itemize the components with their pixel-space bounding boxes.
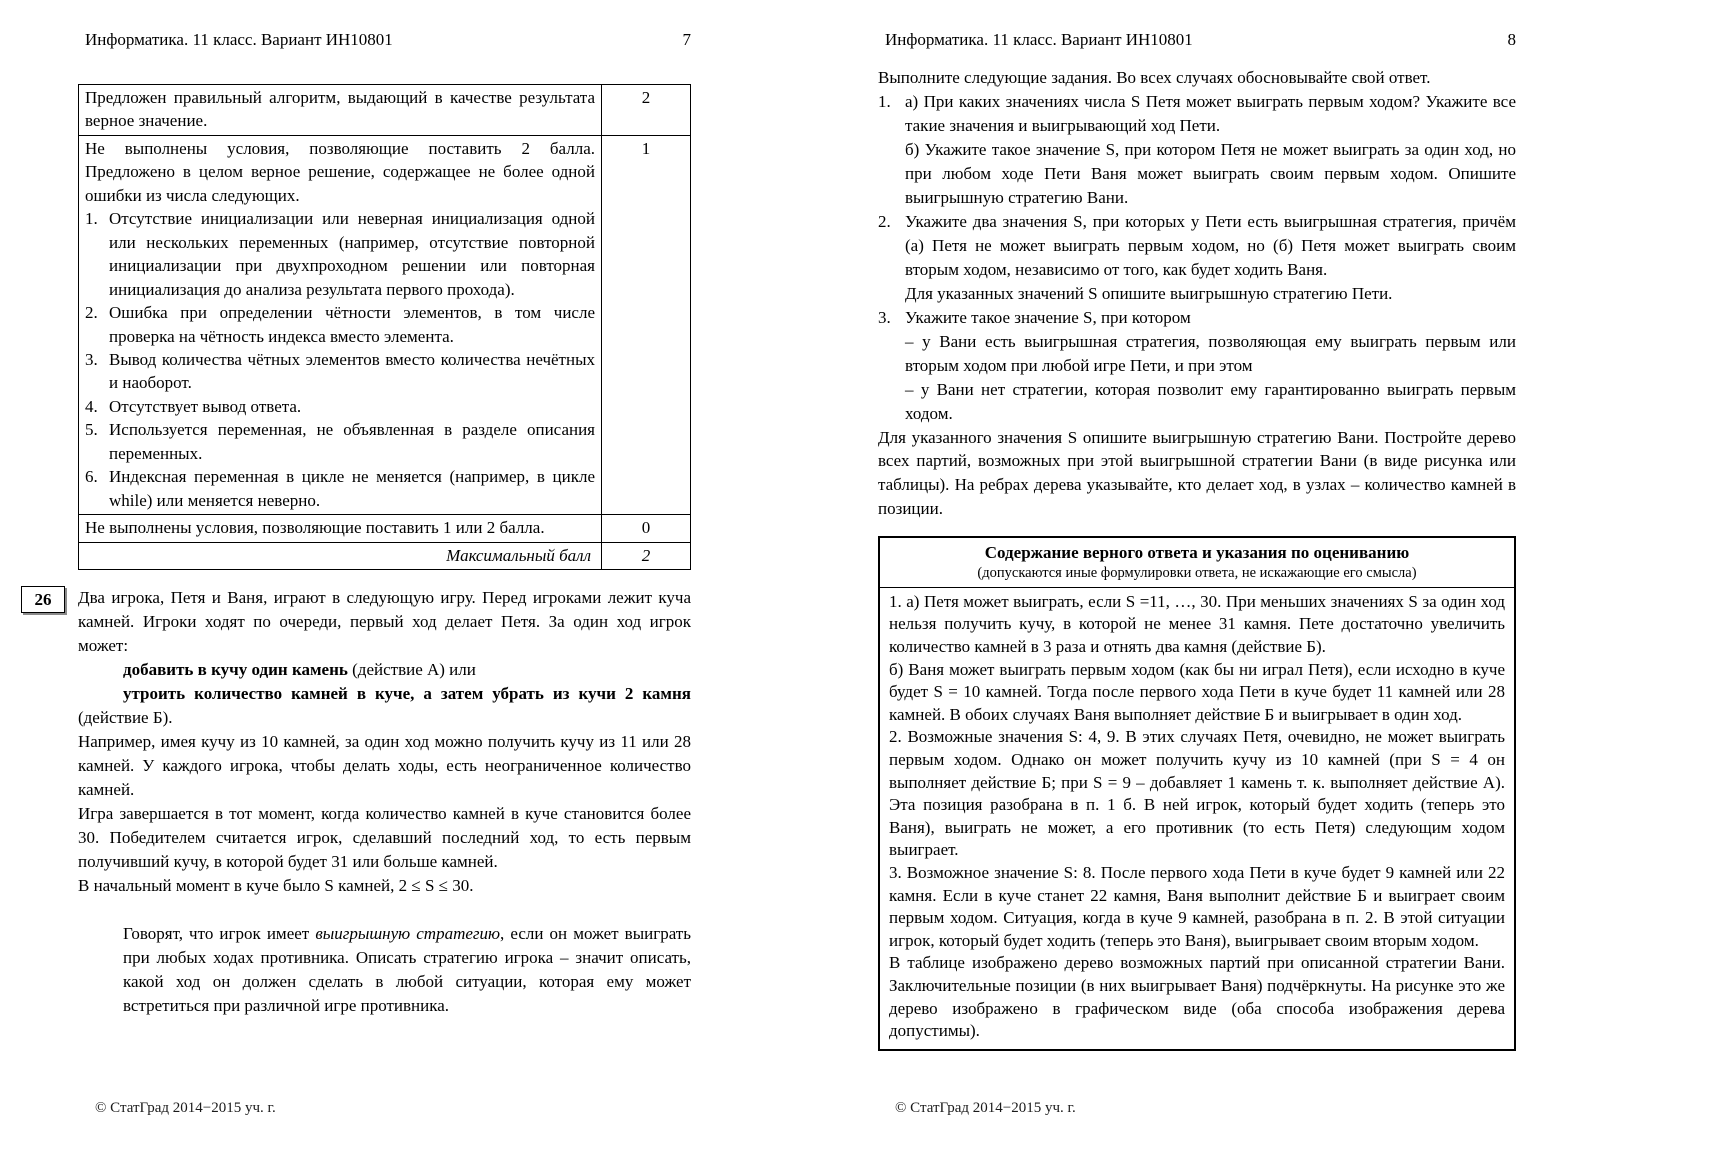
criterion-text: Не выполнены условия, позволяющие поставить 2 балла. Предложено в целом верное решение, содержащее не более одной ошибки из числа следующих. bbox=[85, 138, 595, 205]
move-a-rest: (действие А) или bbox=[347, 659, 476, 679]
answer-box-header bbox=[880, 538, 1514, 587]
note-pre: Говорят, что игрок имеет bbox=[123, 923, 316, 943]
table-row bbox=[79, 135, 691, 514]
answer-box-title: Содержание верного ответа и указания по оцениванию bbox=[984, 543, 1410, 563]
page-footer: © СтатГрад 2014−2015 уч. г. bbox=[895, 1100, 1076, 1116]
note-italic: выигрышную стратегию bbox=[315, 923, 501, 943]
list-item-number: 4. bbox=[85, 396, 98, 416]
task-move-b bbox=[78, 682, 691, 730]
list-item-number: 5. bbox=[85, 420, 98, 440]
note-paragraph bbox=[123, 922, 691, 1018]
list-item-1 bbox=[878, 90, 1516, 210]
answer-box-body bbox=[880, 588, 1514, 1049]
list-item-text: Отсутствует вывод ответа. bbox=[109, 396, 302, 416]
page-number: 8 bbox=[1507, 30, 1516, 49]
item-paragraph: Укажите два значения S, при которых у Пети есть выигрышная стратегия, причём (а) Петя не может выиграть первым ходом, но (б) Петя может выиграть своим вторым ходом, независимо от того, как будет ходить Ваня. bbox=[905, 211, 1516, 279]
list-item-text: Индексная переменная в цикле не меняется (например, в цикле while) или меняется неверно. bbox=[109, 467, 595, 510]
closing-paragraph: Для указанного значения S опишите выигрышную стратегию Вани. Постройте дерево всех партий, возможных при этой выигрышной стратегии Вани (в виде рисунка или таблицы). На ребрах дерева указывайте, кто делает ход, в узлах – количество камней в позиции. bbox=[878, 427, 1516, 519]
table-row bbox=[79, 515, 691, 542]
note-post: , если он может выиграть при любых ходах противника. Описать стратегию игрока – значит описать, какой ход он должен сделать в любой ситуации, которая ему может встретиться при различной игре противника. bbox=[123, 923, 691, 1015]
question-number-box: 26 bbox=[21, 586, 65, 613]
answer-paragraph: 3. Возможное значение S: 8. После первого хода Пети в куче будет 9 камней или 22 камня. Если в куче станет 22 камня, Ваня выполнит действие Б и выиграет своим первым ходом. Ситуация, когда в куче 9 камней, разобрана в п. 2. В этой ситуации игрок, который будет ходить (теперь это Ваня), выигрывает своим вторым ходом. bbox=[889, 863, 1505, 950]
answer-paragraph: 2. Возможные значения S: 4, 9. В этих случаях Петя, очевидно, не может выиграть первым ходом. Однако он может получить кучу из 10 камней (при S = 4 он выполняет действие Б; при S = 9 – добавляет 1 камень т. к. выполняет действие А). Эта позиция разобрана в п. 1 б. В ней игрок, который будет ходить (теперь это Ваня), выиграть не может, а его противник (то есть Петя) следующим ходом выиграет. bbox=[889, 727, 1505, 860]
item-body bbox=[905, 90, 1516, 210]
item-number: 3. bbox=[878, 307, 891, 327]
item-number: 2. bbox=[878, 211, 891, 231]
list-item bbox=[85, 301, 595, 348]
list-item bbox=[85, 395, 595, 418]
scoring-table bbox=[78, 84, 691, 570]
doc-title: Информатика. 11 класс. Вариант ИН10801 bbox=[885, 30, 1193, 49]
list-item bbox=[85, 207, 595, 301]
table-row-max-score bbox=[79, 542, 691, 569]
list-item-number: 3. bbox=[85, 349, 98, 369]
item-body bbox=[905, 210, 1516, 306]
list-item-text: Ошибка при определении чётности элементов, в том числе проверка на чётность индекса вместо элемента. bbox=[109, 303, 595, 346]
task-paragraph: Игра завершается в тот момент, когда количество камней в куче становится более 30. Победителем считается игрок, сделавший последний ход, то есть первым получивший кучу, в которой будет 31 или больше камней. bbox=[78, 803, 691, 871]
task-paragraph: В начальный момент в куче было S камней, 2 ≤ S ≤ 30. bbox=[78, 875, 474, 895]
page-7-content bbox=[34, 28, 691, 1018]
list-item bbox=[85, 418, 595, 465]
page-8-content bbox=[878, 28, 1516, 1051]
item-paragraph: а) При каких значениях числа S Петя может выиграть первым ходом? Укажите все такие значения и выигрывающий ход Пети. bbox=[905, 91, 1516, 135]
answer-box-subtitle: (допускаются иные формулировки ответа, не искажающие его смысла) bbox=[977, 565, 1417, 582]
score-cell: 0 bbox=[602, 515, 691, 542]
item-paragraph: Для указанных значений S опишите выигрышную стратегию Пети. bbox=[905, 283, 1393, 303]
list-item-text: Вывод количества чётных элементов вместо количества нечётных и наоборот. bbox=[109, 349, 595, 393]
score-cell: 2 bbox=[602, 542, 691, 569]
answer-box bbox=[878, 536, 1516, 1051]
task-paragraph: Например, имея кучу из 10 камней, за один ход можно получить кучу из 11 или 28 камней. У каждого игрока, чтобы делать ходы, есть неограниченное количество камней. bbox=[78, 731, 691, 799]
page-7-header bbox=[78, 28, 691, 52]
answer-paragraph: б) Ваня может выиграть первым ходом (как бы ни играл Петя), если исходно в куче будет S = 10 камней. Тогда после первого хода Пети в куче будет 11 камней или 28 камней. В обоих случаях Ваня выполняет действие Б и выигрывает в один ход. bbox=[889, 659, 1505, 724]
doc-title: Информатика. 11 класс. Вариант ИН10801 bbox=[85, 30, 393, 49]
list-item-3 bbox=[878, 306, 1516, 426]
list-item-text: Отсутствие инициализации или неверная инициализация одной или нескольких переменных (например, отсутствие повторной инициализации при двухпроходном решении или повторная инициализация до анализа результата первого прохода). bbox=[109, 209, 595, 299]
page-8 bbox=[855, 0, 1710, 1170]
criterion-text: Не выполнены условия, позволяющие поставить 1 или 2 балла. bbox=[85, 518, 545, 538]
page-8-header bbox=[878, 28, 1516, 52]
task-paragraph: Два игрока, Петя и Ваня, играют в следующую игру. Перед игроками лежит куча камней. Игроки ходят по очереди, первый ход делает Петя. За один ход игрок может: bbox=[78, 588, 691, 655]
item-paragraph: – у Вани нет стратегии, которая позволит ему гарантированно выиграть первым ходом. bbox=[905, 379, 1516, 423]
list-item bbox=[85, 465, 595, 512]
intro-paragraph: Выполните следующие задания. Во всех случаях обосновывайте свой ответ. bbox=[878, 67, 1431, 87]
move-b-bold: утроить количество камней в куче, а затем убрать из кучи 2 камня bbox=[123, 683, 691, 703]
item-paragraph: Укажите такое значение S, при котором bbox=[905, 307, 1191, 327]
list-item-number: 1. bbox=[85, 209, 98, 229]
answer-paragraph: В таблице изображено дерево возможных партий при описанной стратегии Вани. Заключительные позиции (в них выигрывает Ваня) подчёркнуты. На рисунке это же дерево изображено в графическом виде (оба способа изображения дерева допустимы). bbox=[889, 953, 1505, 1041]
item-number: 1. bbox=[878, 91, 891, 111]
page-footer: © СтатГрад 2014−2015 уч. г. bbox=[95, 1100, 276, 1116]
move-a-bold: добавить в кучу один камень bbox=[123, 659, 348, 679]
table-row bbox=[79, 84, 691, 135]
list-item-text: Используется переменная, не объявленная в разделе описания переменных. bbox=[109, 420, 595, 463]
list-item-number: 2. bbox=[85, 303, 98, 323]
criterion-cell bbox=[79, 84, 602, 135]
move-b-rest: (действие Б). bbox=[78, 707, 173, 727]
score-cell: 1 bbox=[602, 135, 691, 514]
criterion-cell bbox=[79, 515, 602, 542]
score-cell: 2 bbox=[602, 84, 691, 135]
max-score-label: Максимальный балл bbox=[79, 542, 602, 569]
criterion-cell bbox=[79, 135, 602, 514]
item-body bbox=[905, 306, 1516, 426]
page-number: 7 bbox=[682, 30, 691, 49]
task-26 bbox=[34, 586, 691, 1017]
list-item-number: 6. bbox=[85, 467, 98, 487]
criterion-text: Предложен правильный алгоритм, выдающий в качестве результата верное значение. bbox=[85, 87, 595, 131]
list-item bbox=[85, 348, 595, 395]
item-paragraph: – у Вани есть выигрышная стратегия, позволяющая ему выиграть первым или вторым ходом при любой игре Пети, и при этом bbox=[905, 331, 1516, 375]
task-move-a bbox=[78, 658, 691, 682]
list-item-2 bbox=[878, 210, 1516, 306]
answer-paragraph: 1. а) Петя может выиграть, если S =11, …, 30. При меньших значениях S за один ход нельзя получить кучу, в которой не менее 31 камня. Пете достаточно увеличить количество камней в 3 раза и отнять два камня (действие Б). bbox=[889, 591, 1505, 656]
item-paragraph: б) Укажите такое значение S, при котором Петя не может выиграть за один ход, но при любом ходе Пети Ваня может выиграть своим первым ходом. Опишите выигрышную стратегию Вани. bbox=[905, 139, 1516, 207]
